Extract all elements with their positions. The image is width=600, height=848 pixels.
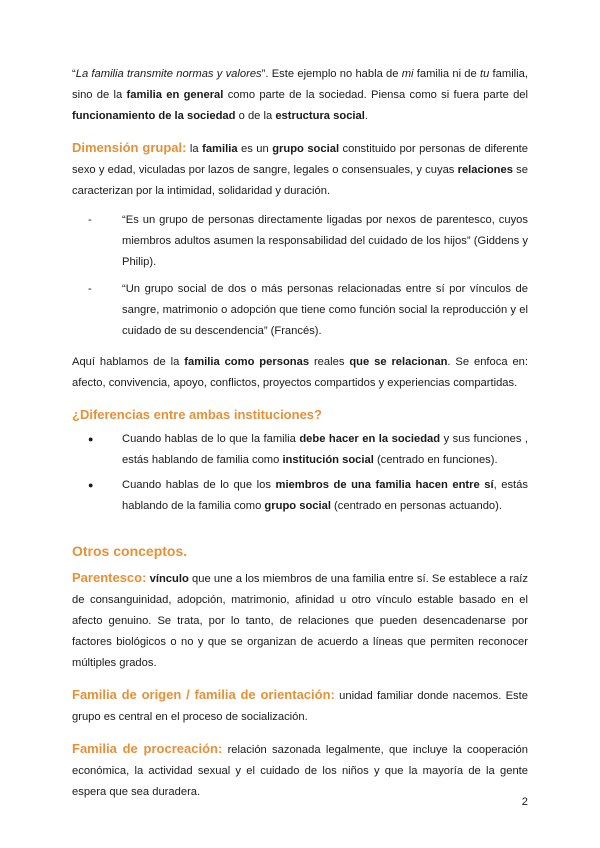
text: , estás hablando de la familia como — [122, 479, 528, 512]
bullet-marker: ● — [88, 480, 94, 490]
heading-text: ¿Diferencias entre ambas instituciones? — [72, 407, 322, 422]
text: ”. Este ejemplo no habla de — [261, 68, 402, 80]
text: constituido por personas de diferente sexo y edad, viculadas por lazos de sangre, legales o consensuales, y cuyas — [72, 143, 529, 176]
text: o de la — [235, 110, 276, 122]
text: la — [186, 143, 203, 155]
bold-relaciones: relaciones — [457, 164, 513, 176]
page-number: 2 — [521, 796, 528, 808]
dash-marker: - — [88, 283, 92, 295]
paragraph-familia-procreacion — [72, 738, 528, 803]
text: . — [364, 110, 368, 122]
word-tu: tu — [479, 68, 490, 80]
text: se caracterizan por la intimidad, solidaridad y duración. — [72, 164, 528, 197]
text: (centrado en personas actuando). — [330, 500, 502, 512]
paragraph-parentesco — [72, 567, 528, 674]
heading-familia-origen: Familia de origen / familia de orientación: — [72, 687, 335, 702]
bold-estructura: estructura social — [275, 110, 365, 122]
text: familia ni de — [413, 68, 480, 80]
text: (centrado en funciones). — [373, 454, 498, 466]
bullet-marker: ● — [88, 434, 94, 444]
text: Cuando hablas de lo que los — [122, 479, 276, 491]
bold-familia-personas: familia como personas — [184, 356, 310, 368]
text: unidad familiar donde nacemos. Este grupo es central en el proceso de socialización. — [72, 690, 528, 723]
bold-familia-general: familia en general — [126, 89, 224, 101]
bold-familia: familia — [202, 143, 238, 155]
list-item — [88, 210, 528, 273]
bold-grupo-social: grupo social — [272, 143, 340, 155]
paragraph-familia-origen — [72, 684, 528, 728]
heading-familia-procreacion: Familia de procreación: — [72, 741, 223, 756]
differences-list — [72, 429, 528, 517]
bold-text: debe hacer en la sociedad — [299, 433, 441, 445]
list-item-text: “Es un grupo de personas directamente ligadas por nexos de parentesco, cuyos miembros adultos asumen la responsabilidad del cuidado de los hijos” (Giddens y Philip). — [122, 214, 528, 268]
text: . Se enfoca en: afecto, convivencia, apoyo, conflictos, proyectos compartidos y experiencias compartidas. — [72, 356, 529, 389]
section-title-otros-conceptos: Otros conceptos. — [72, 543, 188, 559]
bold-text: miembros de una familia hacen entre sí — [275, 479, 494, 491]
quote-open: “ — [72, 68, 76, 80]
list-item — [88, 429, 528, 471]
list-item — [88, 475, 528, 517]
text: Aquí hablamos de la — [72, 356, 185, 368]
dash-marker: - — [88, 214, 92, 226]
heading-dimension-grupal: Dimensión grupal: — [72, 140, 187, 155]
heading-diferencias — [72, 404, 528, 427]
text: reales — [309, 356, 350, 368]
text: relación sazonada legalmente, que incluye la cooperación económica, la actividad sexual y el cuidado de los niños y que la mayoría de la gente espera que sea duradera. — [72, 744, 528, 798]
text: como parte de la sociedad. Piensa como si fuera parte del — [223, 89, 529, 101]
list-item-text: “Un grupo social de dos o más personas relacionadas entre sí por vínculos de sangre, matrimonio o adopción que tiene como función social la reproducción y el cuidado de su descendencia” (Francés). — [122, 283, 528, 337]
paragraph-intro — [72, 64, 528, 127]
text: Cuando hablas de lo que la familia — [122, 433, 300, 445]
paragraph-personas — [72, 352, 528, 394]
text: que une a los miembros de una familia entre sí. Se establece a raíz de consanguinidad, adopción, matrimonio, afinidad u otro vínculo estable basado en el afecto genuino. Se trata, por lo tanto, de relaciones que pueden desencadenarse por factores biológicos o no y que se organizan de acuerdo a líneas que permiten reconocer múltiples grados. — [72, 573, 528, 669]
paragraph-dimension-grupal — [72, 137, 528, 202]
bold-vinculo: vínculo — [149, 573, 189, 585]
text: y sus funciones , estás hablando de familia como — [122, 433, 528, 466]
bold-funcionamiento: funcionamiento de la sociedad — [72, 110, 236, 122]
bold-text: institución social — [282, 454, 374, 466]
bold-relacionan: que se relacionan — [349, 356, 448, 368]
list-item — [88, 279, 528, 342]
bold-text: grupo social — [264, 500, 331, 512]
quote-list — [72, 210, 528, 342]
page-content — [72, 64, 528, 803]
quote-italic: La familia transmite normas y valores — [75, 68, 262, 80]
word-mi: mi — [401, 68, 414, 80]
text: es un — [237, 143, 273, 155]
heading-parentesco: Parentesco: — [72, 570, 147, 585]
text: familia, sino de la — [72, 68, 528, 101]
